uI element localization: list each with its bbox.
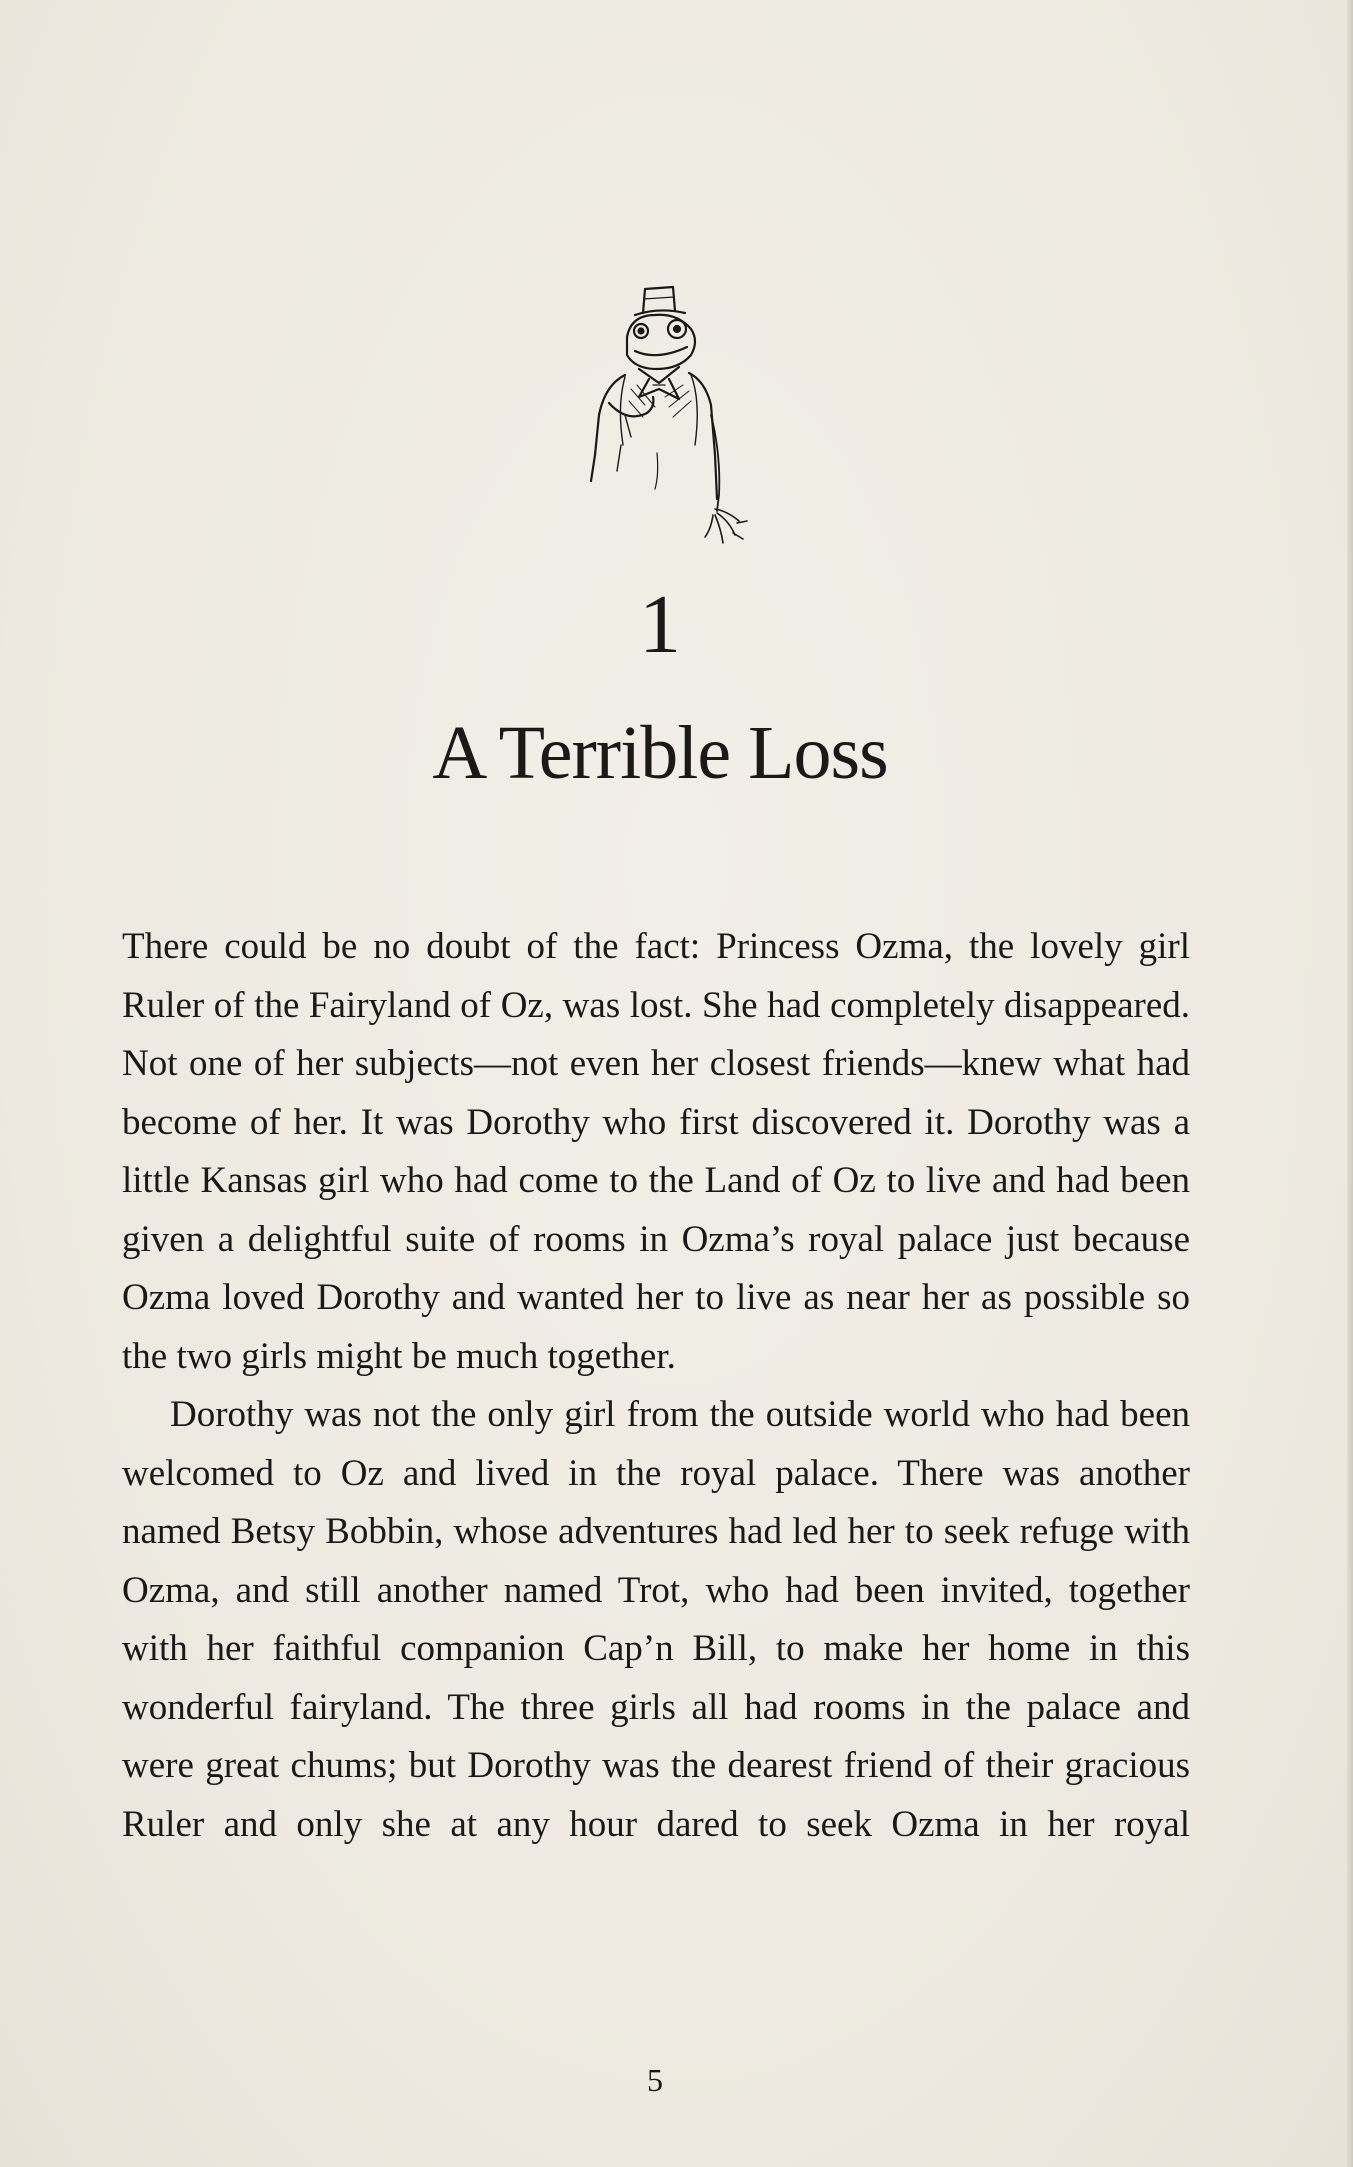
chapter-title: A Terrible Loss bbox=[432, 711, 888, 795]
chapter-number: 1 bbox=[639, 578, 681, 671]
chapter-body bbox=[122, 918, 1190, 1854]
paragraph-1: There could be no doubt of the fact: Princess Ozma, the lovely girl Ruler of the Fairyland of Oz, was lost. She had completely disappeared. Not one of her subjects—not even her closest friends—knew what had become of her. It was Dorothy who first discovered it. Dorothy was a little Kansas girl who had come to the Land of Oz to live and had been given a delightful suite of rooms in Ozma’s royal palace just because Ozma loved Dorothy and wanted her to live as near her as possible so the two girls might be much together. bbox=[122, 926, 1190, 1377]
page-number: 5 bbox=[647, 2062, 663, 2098]
frog-man-in-top-hat-illustration bbox=[565, 285, 765, 560]
page-edge bbox=[1347, 0, 1353, 2167]
paragraph-2: Dorothy was not the only girl from the outside world who had been welcomed to Oz and lived in the royal palace. There was another named Betsy Bobbin, whose adventures had led her to seek refuge with Ozma, and still another named Trot, who had been invited, together with her faithful companion Cap’n Bill, to make her home in this wonderful fairyland. The three girls all had rooms in the palace and were great chums; but Dorothy was the dearest friend of their gracious Ruler and only she at any hour dared to seek Ozma in her royal bbox=[122, 1394, 1190, 1845]
